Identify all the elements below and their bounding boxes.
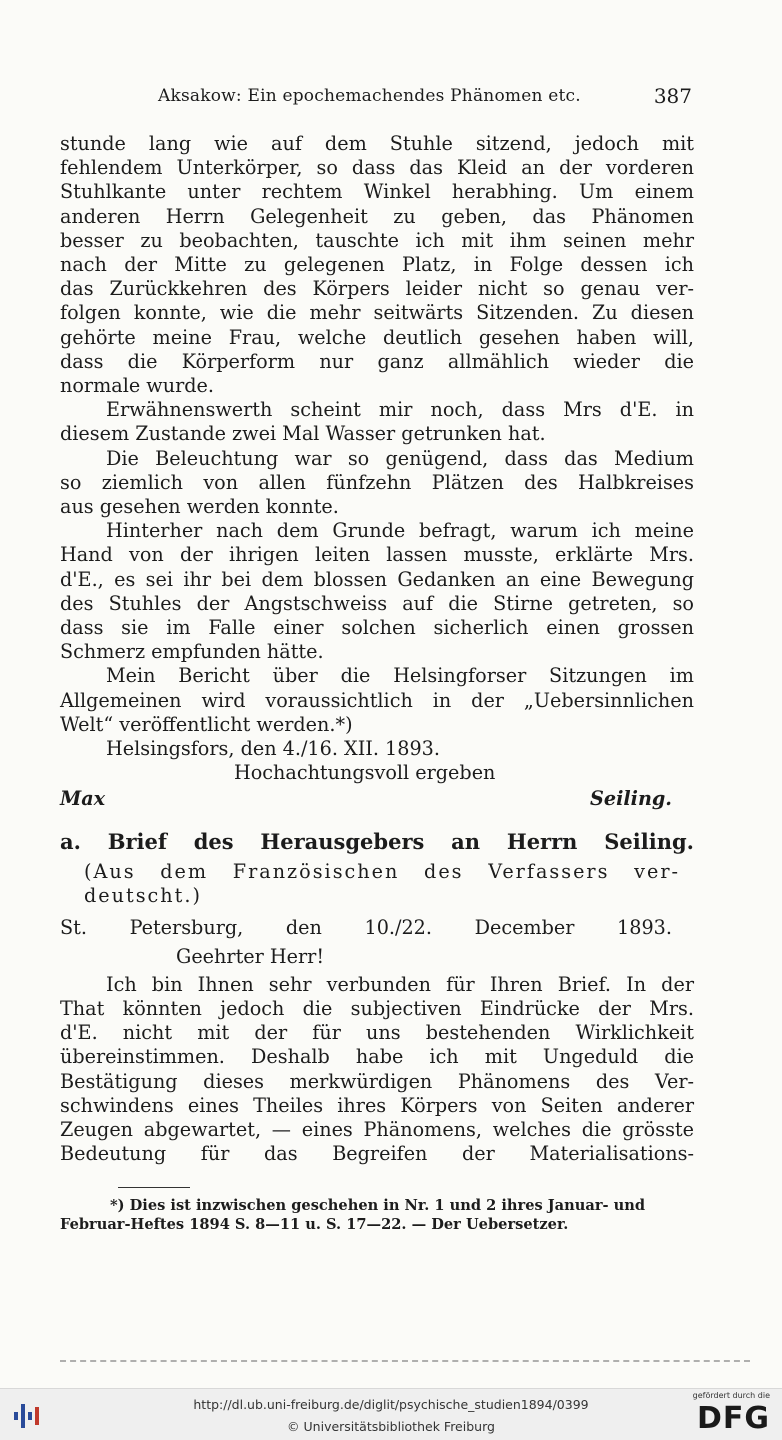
footnote-divider: [118, 1187, 190, 1188]
signature: Max Seiling.: [60, 787, 672, 811]
salutation: Geehrter Herr!: [176, 944, 325, 968]
text-line: Mein Bericht über die Helsingforser Sitzungen im: [106, 664, 694, 688]
text-line: Welt“ veröffentlicht werden.*): [60, 712, 353, 736]
paragraph-2: [60, 398, 694, 446]
text-line: Hand von der ihrigen leiten lassen musste, erklärte Mrs.: [60, 543, 694, 567]
text-line: besser zu beobachten, tauschte ich mit ihm seinen mehr: [60, 228, 694, 252]
dfg-logo: [694, 1391, 770, 1439]
footnote: [60, 1196, 694, 1234]
permalink[interactable]: http://dl.ub.uni-freiburg.de/diglit/psychische_studien1894/0399: [193, 1397, 589, 1412]
running-header: [60, 86, 692, 114]
text-line: schwindens eines Theiles ihres Körpers von Seiten anderer: [60, 1093, 694, 1117]
paragraph-1: [60, 132, 694, 398]
copyright: © Universitätsbibliothek Freiburg: [287, 1419, 495, 1434]
translation-note: [60, 860, 694, 908]
text-line: aus gesehen werden konnte.: [60, 495, 339, 519]
text-line: gehörte meine Frau, welche deutlich gesehen haben will,: [60, 325, 694, 349]
paragraph-6: [60, 973, 694, 1167]
text-line: normale wurde.: [60, 374, 214, 398]
paragraph-3: [60, 447, 694, 520]
text-line: folgen konnte, wie die mehr seitwärts Sitzenden. Zu diesen: [60, 301, 694, 325]
text-line: Allgemeinen wird voraussichtlich in der „Uebersinnlichen: [60, 688, 694, 712]
text-line: dass die Körperform nur ganz allmählich wieder die: [60, 349, 694, 373]
text-line: des Stuhles der Angstschweiss auf die Stirne getreten, so: [60, 591, 694, 615]
text-line: Erwähnenswerth scheint mir noch, dass Mrs d'E. in: [106, 398, 694, 422]
letter-date: St. Petersburg, den 10./22. December 1893.: [60, 916, 672, 940]
text-line: stunde lang wie auf dem Stuhle sitzend, jedoch mit: [60, 132, 694, 155]
text-line: d'E., es sei ihr bei dem blossen Gedanken an eine Bewegung: [60, 567, 694, 591]
dfg-logo-text: DFG: [696, 1401, 770, 1436]
text-line: Stuhlkante unter rechtem Winkel herabhing. Um einem: [60, 180, 694, 204]
page-number: 387: [653, 84, 692, 108]
text-line: Hinterher nach dem Grunde befragt, warum ich meine: [106, 519, 694, 543]
text-line: That könnten jedoch die subjectiven Eindrücke der Mrs.: [60, 996, 694, 1020]
paragraph-4: [60, 519, 694, 664]
body-text: [60, 132, 694, 1166]
text-line: fehlendem Unterkörper, so dass das Kleid an der vorderen: [60, 156, 694, 180]
text-line: nach der Mitte zu gelegenen Platz, in Folge dessen ich: [60, 253, 694, 277]
text-line: das Zurückkehren des Körpers leider nicht so genau ver-: [60, 277, 694, 301]
section-heading: a. Brief des Herausgebers an Herrn Seiling.: [60, 828, 694, 854]
text-line: d'E. nicht mit der für uns bestehenden Wirklichkeit: [60, 1021, 694, 1045]
footnote-line: *) Dies ist inzwischen geschehen in Nr. 1 und 2 ihres Januar- und: [110, 1197, 646, 1214]
paragraph-5: [60, 664, 694, 737]
footnote-line: Februar-Heftes 1894 S. 8—11 u. S. 17—22. — Der Uebersetzer.: [60, 1216, 569, 1233]
text-line: Bestätigung dieses merkwürdigen Phänomens des Ver-: [60, 1069, 694, 1093]
text-line: deutscht.): [84, 884, 202, 908]
text-line: Bedeutung für das Begreifen der Materialisations-: [60, 1142, 694, 1166]
text-line: Die Beleuchtung war so genügend, dass das Medium: [106, 446, 694, 470]
scan-edge-marks: [60, 1360, 750, 1364]
text-line: Ich bin Ihnen sehr verbunden für Ihren Brief. In der: [106, 972, 694, 996]
text-line: übereinstimmen. Deshalb habe ich mit Ungeduld die: [60, 1045, 694, 1069]
place-date: Helsingsfors, den 4./16. XII. 1893.: [106, 737, 440, 761]
closing: Hochachtungsvoll ergeben: [234, 761, 496, 785]
sponsor-caption: gefördert durch die: [692, 1391, 770, 1400]
text-line: dass sie im Falle einer solchen sicherlich einen grossen: [60, 616, 694, 640]
text-line: Schmerz empfunden hätte.: [60, 640, 324, 664]
running-title: Aksakow: Ein epochemachendes Phänomen etc.: [158, 86, 581, 106]
text-line: Zeugen abgewartet, — eines Phänomens, welches die grösste: [60, 1117, 694, 1141]
viewer-footer: [0, 1388, 782, 1440]
text-line: (Aus dem Französischen des Verfassers ver-: [84, 859, 680, 883]
text-line: anderen Herrn Gelegenheit zu geben, das Phänomen: [60, 204, 694, 228]
text-line: diesem Zustande zwei Mal Wasser getrunken hat.: [60, 422, 546, 446]
text-line: so ziemlich von allen fünfzehn Plätzen des Halbkreises: [60, 470, 694, 494]
